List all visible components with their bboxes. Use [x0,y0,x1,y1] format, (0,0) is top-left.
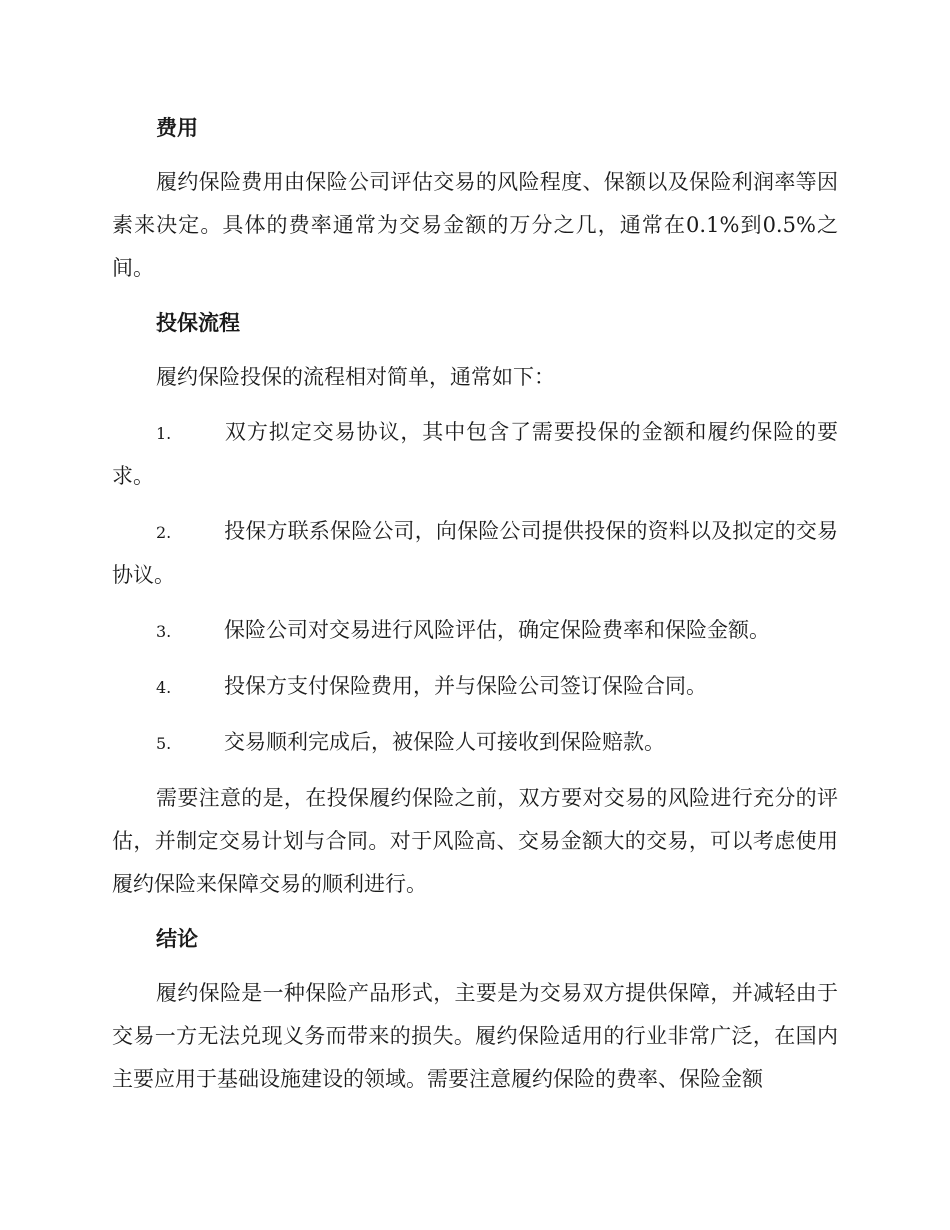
process-intro: 履约保险投保的流程相对简单，通常如下： [156,365,555,389]
list-item-text: 投保方联系保险公司，向保险公司提供投保的资料以及拟定的交易协议。 [112,519,838,587]
process-note: 需要注意的是，在投保履约保险之前，双方要对交易的风险进行充分的评估，并制定交易计划与合同。对于风险高、交易金额大的交易，可以考虑使用履约保险来保障交易的顺利进行。 [112,786,838,896]
list-item-text: 双方拟定交易协议，其中包含了需要投保的金额和履约保险的要求。 [112,420,838,488]
list-item [112,510,838,597]
list-item-text: 交易顺利完成后，被保险人可接收到保险赔款。 [224,730,665,754]
list-item [112,721,838,765]
fees-paragraph: 履约保险费用由保险公司评估交易的风险程度、保额以及保险利润率等因素来决定。具体的费率通常为交易金额的万分之几，通常在0.1%到0.5%之间。 [112,170,838,280]
section-heading-process: 投保流程 [156,311,240,335]
list-item-number: 5. [156,734,172,753]
section-heading-conclusion: 结论 [156,927,198,951]
section-heading-fees: 费用 [156,116,198,140]
conclusion-paragraph: 履约保险是一种保险产品形式，主要是为交易双方提供保障，并减轻由于交易一方无法兑现义务而带来的损失。履约保险适用的行业非常广泛，在国内主要应用于基础设施建设的领域。需要注意履约保险的费率、保险金额 [112,981,838,1091]
list-item [112,411,838,498]
list-item [112,609,838,653]
list-item-number: 3. [156,622,172,641]
list-item-text: 投保方支付保险费用，并与保险公司签订保险合同。 [224,674,707,698]
list-item-number: 4. [156,678,172,697]
list-item-number: 1. [156,424,172,443]
list-item-text: 保险公司对交易进行风险评估，确定保险费率和保险金额。 [224,618,770,642]
list-item [112,665,838,709]
list-item-number: 2. [156,523,172,542]
